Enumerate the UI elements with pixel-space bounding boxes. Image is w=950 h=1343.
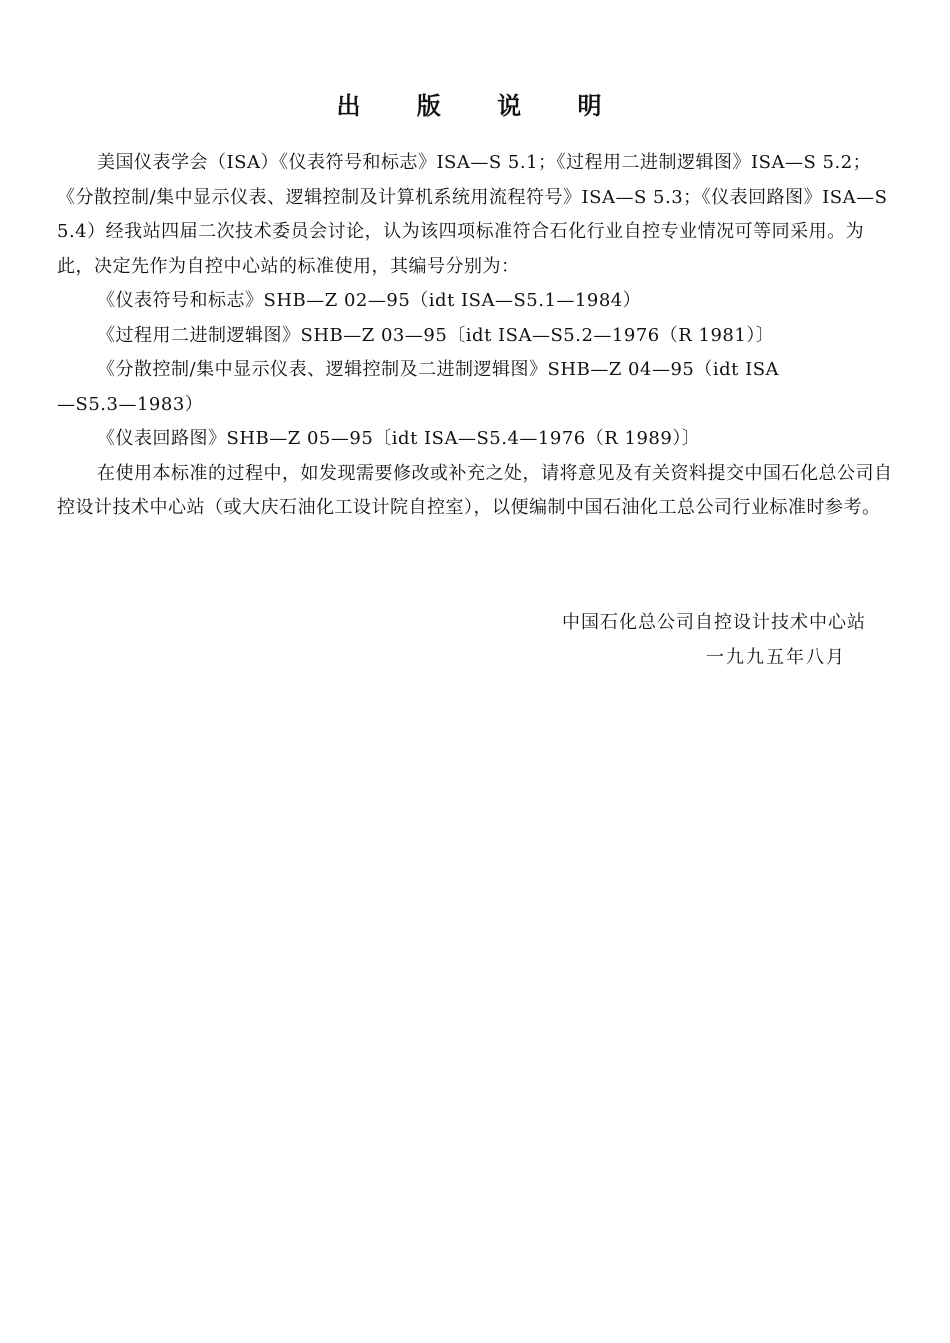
standard-item-2: 《过程用二进制逻辑图》SHB—Z 03—95〔idt ISA—S5.2—1976（R 1981）〕 xyxy=(97,324,775,346)
standard-item-3: 《分散控制/集中显示仪表、逻辑控制及二进制逻辑图》SHB—Z 04—95（idt ISA xyxy=(97,359,780,380)
signature-organization: 中国石化总公司自控设计技术中心站 xyxy=(562,612,866,633)
standard-item-3-continued: —S5.3—1983） xyxy=(57,393,204,415)
closing-paragraph: 在使用本标准的过程中，如发现需要修改或补充之处，请将意见及有关资料提交中国石化总公司自控设计技术中心站（或大庆石油化工设计院自控室），以便编制中国石油化工总公司行业标准时参考。 xyxy=(57,462,893,518)
page-title: 出 版 说 明 xyxy=(336,91,626,120)
intro-paragraph: 美国仪表学会（ISA）《仪表符号和标志》ISA—S 5.1；《过程用二进制逻辑图》ISA—S 5.2；《分散控制/集中显示仪表、逻辑控制及计算机系统用流程符号》ISA—S 5.3；《仪表回路图》ISA—S 5.4）经我站四届二次技术委员会讨论，认为该四项标准符合石化行业自控专业情况可等同采用。为此，决定先作为自控中心站的标准使用，其编号分别为： xyxy=(57,152,888,277)
body-text xyxy=(57,146,897,526)
standard-item-4: 《仪表回路图》SHB—Z 05—95〔idt ISA—S5.4—1976（R 1989）〕 xyxy=(97,428,701,449)
signature-date: 一九九五年八月 xyxy=(706,647,846,668)
standard-item-1: 《仪表符号和标志》SHB—Z 02—95（idt ISA—S5.1—1984） xyxy=(97,290,642,311)
